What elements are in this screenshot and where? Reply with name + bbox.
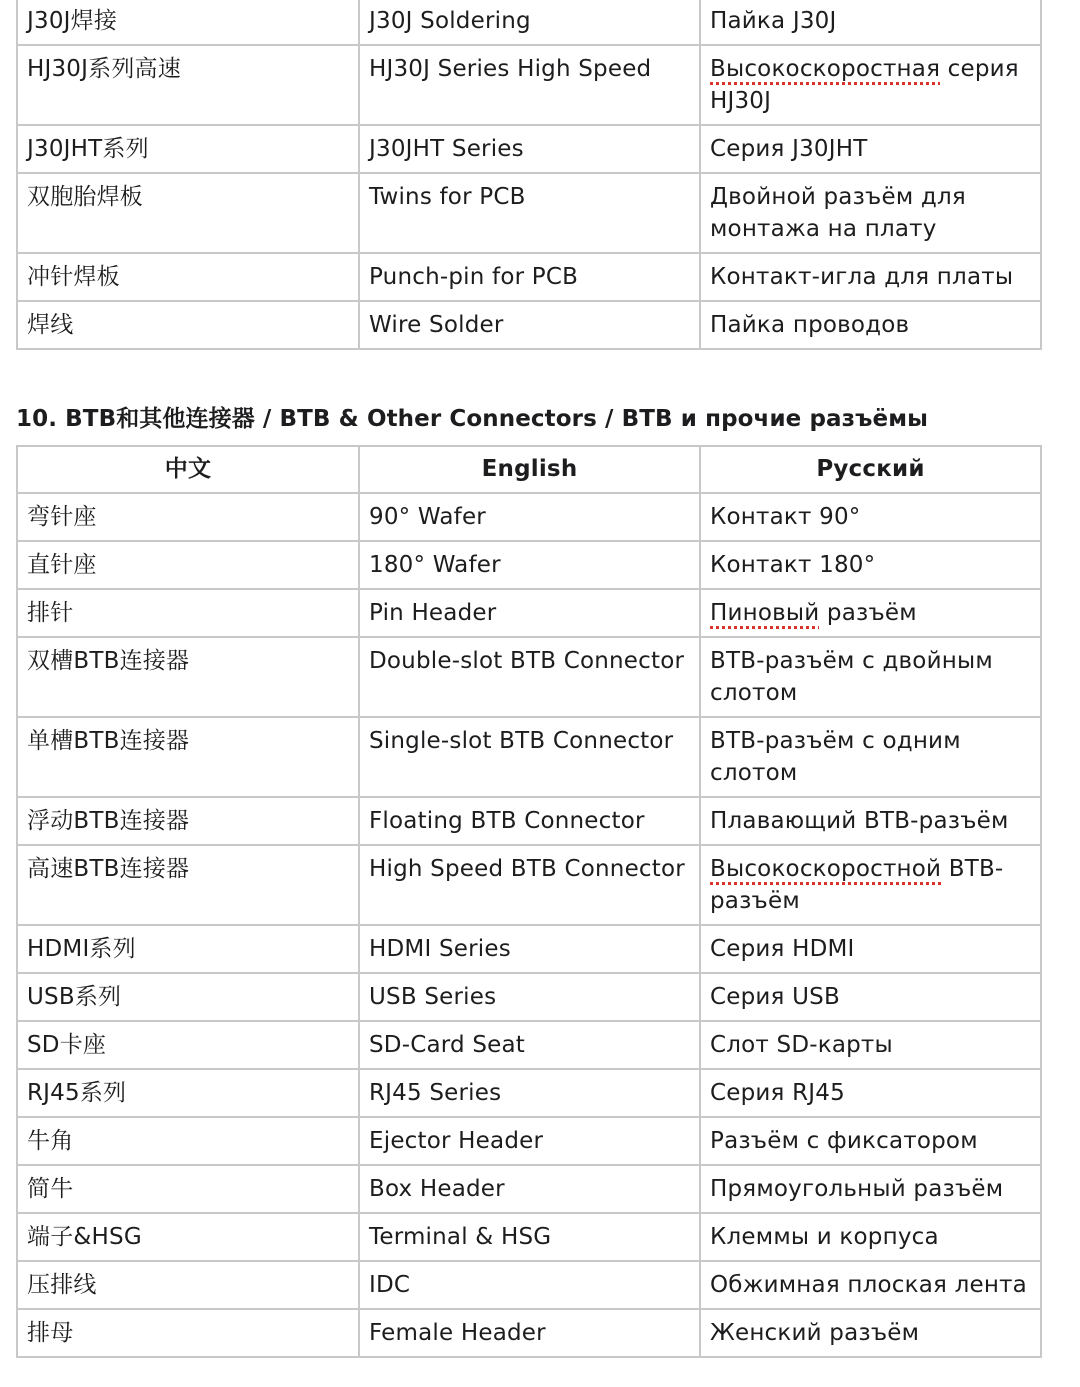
spellcheck-marked-word[interactable]: Высокоскоростная bbox=[710, 56, 941, 82]
cell-zh: RJ45系列 bbox=[17, 1069, 359, 1117]
cell-ru: Клеммы и корпуса bbox=[700, 1213, 1041, 1261]
cell-en: J30JHT Series bbox=[359, 125, 700, 173]
column-header-zh: 中文 bbox=[17, 446, 359, 493]
cell-en: SD-Card Seat bbox=[359, 1021, 700, 1069]
terms-table-top bbox=[16, 0, 1042, 350]
table-row bbox=[17, 589, 1041, 637]
cell-en: Punch-pin for PCB bbox=[359, 253, 700, 301]
table-row bbox=[17, 797, 1041, 845]
cell-ru: BTB-разъём с одним слотом bbox=[700, 717, 1041, 797]
table-row bbox=[17, 253, 1041, 301]
cell-zh: 牛角 bbox=[17, 1117, 359, 1165]
table-row bbox=[17, 925, 1041, 973]
table-header-row bbox=[17, 446, 1041, 493]
cell-ru: Прямоугольный разъём bbox=[700, 1165, 1041, 1213]
cell-ru: Пайка J30J bbox=[700, 0, 1041, 45]
cell-en: Pin Header bbox=[359, 589, 700, 637]
table-row bbox=[17, 45, 1041, 125]
table-row bbox=[17, 1117, 1041, 1165]
cell-en: Twins for PCB bbox=[359, 173, 700, 253]
cell-zh: 简牛 bbox=[17, 1165, 359, 1213]
cell-ru bbox=[700, 45, 1041, 125]
cell-zh: 双槽BTB连接器 bbox=[17, 637, 359, 717]
cell-ru: Контакт 90° bbox=[700, 493, 1041, 541]
table-row bbox=[17, 1309, 1041, 1357]
cell-zh: 排母 bbox=[17, 1309, 359, 1357]
spellcheck-marked-word[interactable]: Высокоскоростной bbox=[710, 856, 942, 882]
cell-ru: Пайка проводов bbox=[700, 301, 1041, 349]
table-row bbox=[17, 845, 1041, 925]
cell-zh: J30J焊接 bbox=[17, 0, 359, 45]
cell-zh: SD卡座 bbox=[17, 1021, 359, 1069]
table-row bbox=[17, 541, 1041, 589]
cell-en: High Speed BTB Connector bbox=[359, 845, 700, 925]
cell-en: IDC bbox=[359, 1261, 700, 1309]
cell-en: Terminal & HSG bbox=[359, 1213, 700, 1261]
cell-zh: J30JHT系列 bbox=[17, 125, 359, 173]
cell-en: HDMI Series bbox=[359, 925, 700, 973]
cell-en: RJ45 Series bbox=[359, 1069, 700, 1117]
terms-table-btb bbox=[16, 445, 1042, 1358]
table-row bbox=[17, 301, 1041, 349]
cell-en: USB Series bbox=[359, 973, 700, 1021]
cell-zh: 端子&HSG bbox=[17, 1213, 359, 1261]
cell-en: HJ30J Series High Speed bbox=[359, 45, 700, 125]
cell-en: Ejector Header bbox=[359, 1117, 700, 1165]
cell-ru-text: BTB-разъём bbox=[710, 856, 1004, 914]
cell-ru: Слот SD-карты bbox=[700, 1021, 1041, 1069]
cell-zh: HDMI系列 bbox=[17, 925, 359, 973]
cell-zh: HJ30J系列高速 bbox=[17, 45, 359, 125]
cell-ru: Женский разъём bbox=[700, 1309, 1041, 1357]
cell-en: Single-slot BTB Connector bbox=[359, 717, 700, 797]
table-row bbox=[17, 173, 1041, 253]
table-row bbox=[17, 973, 1041, 1021]
cell-ru: Серия HDMI bbox=[700, 925, 1041, 973]
cell-ru: Контакт 180° bbox=[700, 541, 1041, 589]
cell-en: Wire Solder bbox=[359, 301, 700, 349]
cell-ru: Обжимная плоская лента bbox=[700, 1261, 1041, 1309]
cell-en: Double-slot BTB Connector bbox=[359, 637, 700, 717]
cell-zh: 压排线 bbox=[17, 1261, 359, 1309]
section-heading: 10. BTB和其他连接器 / BTB & Other Connectors / BTB и прочие разъёмы bbox=[16, 406, 928, 432]
cell-ru: Серия RJ45 bbox=[700, 1069, 1041, 1117]
cell-zh: 高速BTB连接器 bbox=[17, 845, 359, 925]
cell-ru: Контакт-игла для платы bbox=[700, 253, 1041, 301]
cell-ru-text: разъём bbox=[819, 600, 917, 626]
table-row bbox=[17, 125, 1041, 173]
table-row bbox=[17, 1261, 1041, 1309]
cell-ru bbox=[700, 845, 1041, 925]
cell-ru: Серия USB bbox=[700, 973, 1041, 1021]
cell-zh: 弯针座 bbox=[17, 493, 359, 541]
cell-ru-text: серия HJ30J bbox=[710, 56, 1019, 114]
cell-ru: Серия J30JHT bbox=[700, 125, 1041, 173]
cell-ru: BTB-разъём с двойным слотом bbox=[700, 637, 1041, 717]
cell-zh: 直针座 bbox=[17, 541, 359, 589]
cell-zh: 焊线 bbox=[17, 301, 359, 349]
cell-ru: Разъём с фиксатором bbox=[700, 1117, 1041, 1165]
cell-zh: 双胞胎焊板 bbox=[17, 173, 359, 253]
cell-zh: 排针 bbox=[17, 589, 359, 637]
cell-zh: 浮动BTB连接器 bbox=[17, 797, 359, 845]
cell-ru: Двойной разъём для монтажа на плату bbox=[700, 173, 1041, 253]
cell-en: 180° Wafer bbox=[359, 541, 700, 589]
cell-zh: USB系列 bbox=[17, 973, 359, 1021]
spellcheck-marked-word[interactable]: Пиновый bbox=[710, 600, 820, 626]
cell-en: 90° Wafer bbox=[359, 493, 700, 541]
table-row bbox=[17, 637, 1041, 717]
table-row bbox=[17, 1165, 1041, 1213]
cell-ru bbox=[700, 589, 1041, 637]
table-row bbox=[17, 1069, 1041, 1117]
cell-en: Floating BTB Connector bbox=[359, 797, 700, 845]
table-row bbox=[17, 0, 1041, 45]
cell-en: Box Header bbox=[359, 1165, 700, 1213]
table-row bbox=[17, 1213, 1041, 1261]
table-row bbox=[17, 1021, 1041, 1069]
cell-ru: Плавающий BTB-разъём bbox=[700, 797, 1041, 845]
cell-zh: 单槽BTB连接器 bbox=[17, 717, 359, 797]
cell-zh: 冲针焊板 bbox=[17, 253, 359, 301]
cell-en: J30J Soldering bbox=[359, 0, 700, 45]
table-row bbox=[17, 493, 1041, 541]
table-row bbox=[17, 717, 1041, 797]
column-header-en: English bbox=[359, 446, 700, 493]
cell-en: Female Header bbox=[359, 1309, 700, 1357]
column-header-ru: Русский bbox=[700, 446, 1041, 493]
